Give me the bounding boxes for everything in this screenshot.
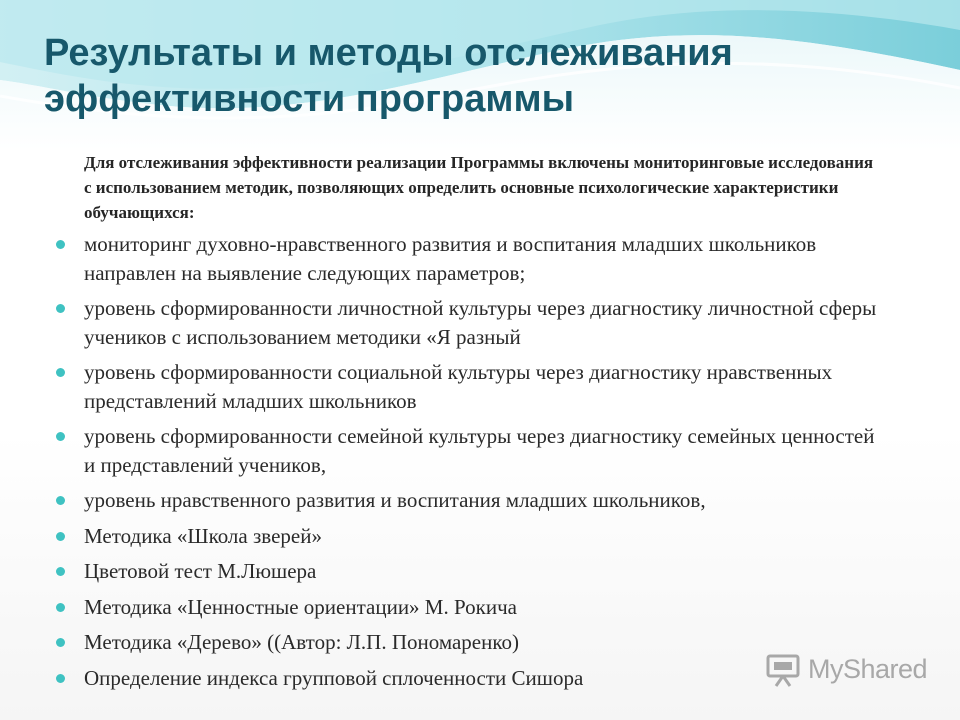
bullet-text: Методика «Ценностные ориентации» М. Рокича — [84, 594, 517, 619]
bullet-text: мониторинг духовно-нравственного развития и воспитания младших школьников направлен на выявление следующих параметров; — [84, 232, 817, 285]
bullet-icon — [56, 674, 65, 683]
bullet-list — [52, 230, 882, 699]
list-item — [52, 628, 882, 657]
bullet-icon — [56, 567, 65, 576]
bullet-icon — [56, 532, 65, 541]
bullet-icon — [56, 638, 65, 647]
bullet-text: уровень сформированности личностной культуры через диагностику личностной сферы учеников с использованием методики «Я разный — [84, 296, 877, 349]
list-item — [52, 522, 882, 551]
bullet-text: уровень сформированности семейной культуры через диагностику семейных ценностей и представлений учеников, — [84, 424, 875, 477]
bullet-text: уровень нравственного развития и воспитания младших школьников, — [84, 488, 706, 512]
list-item — [52, 422, 882, 480]
bullet-text: Методика «Дерево» ((Автор: Л.П. Пономаренко) — [84, 630, 519, 654]
list-item — [52, 358, 882, 416]
bullet-text: Цветовой тест М.Люшера — [84, 559, 317, 583]
list-item — [52, 294, 882, 352]
list-item — [52, 664, 882, 693]
list-item — [52, 486, 882, 515]
bullet-text: Методика «Школа зверей» — [84, 523, 322, 548]
slide-title: Результаты и методы отслеживания эффективности программы — [44, 32, 733, 120]
bullet-icon — [56, 432, 65, 441]
bullet-text: Определение индекса групповой сплоченности Сишора — [84, 665, 584, 690]
bullet-icon — [56, 304, 65, 313]
intro-paragraph: Для отслеживания эффективности реализации Программы включены мониторинговые исследования с использованием методик, позволяющих определить основные психологические характеристики обучающихся: — [84, 153, 874, 222]
bullet-icon — [56, 603, 65, 612]
list-item — [52, 230, 882, 288]
list-item — [52, 593, 882, 622]
bullet-icon — [56, 496, 65, 505]
list-item — [52, 557, 882, 586]
bullet-text: уровень сформированности социальной культуры через диагностику нравственных представлений младших школьников — [84, 360, 833, 413]
presentation-board-icon — [764, 652, 804, 688]
watermark-text: MyShared — [808, 654, 928, 684]
myshared-watermark — [764, 652, 934, 692]
bullet-icon — [56, 240, 65, 249]
bullet-icon — [56, 368, 65, 377]
